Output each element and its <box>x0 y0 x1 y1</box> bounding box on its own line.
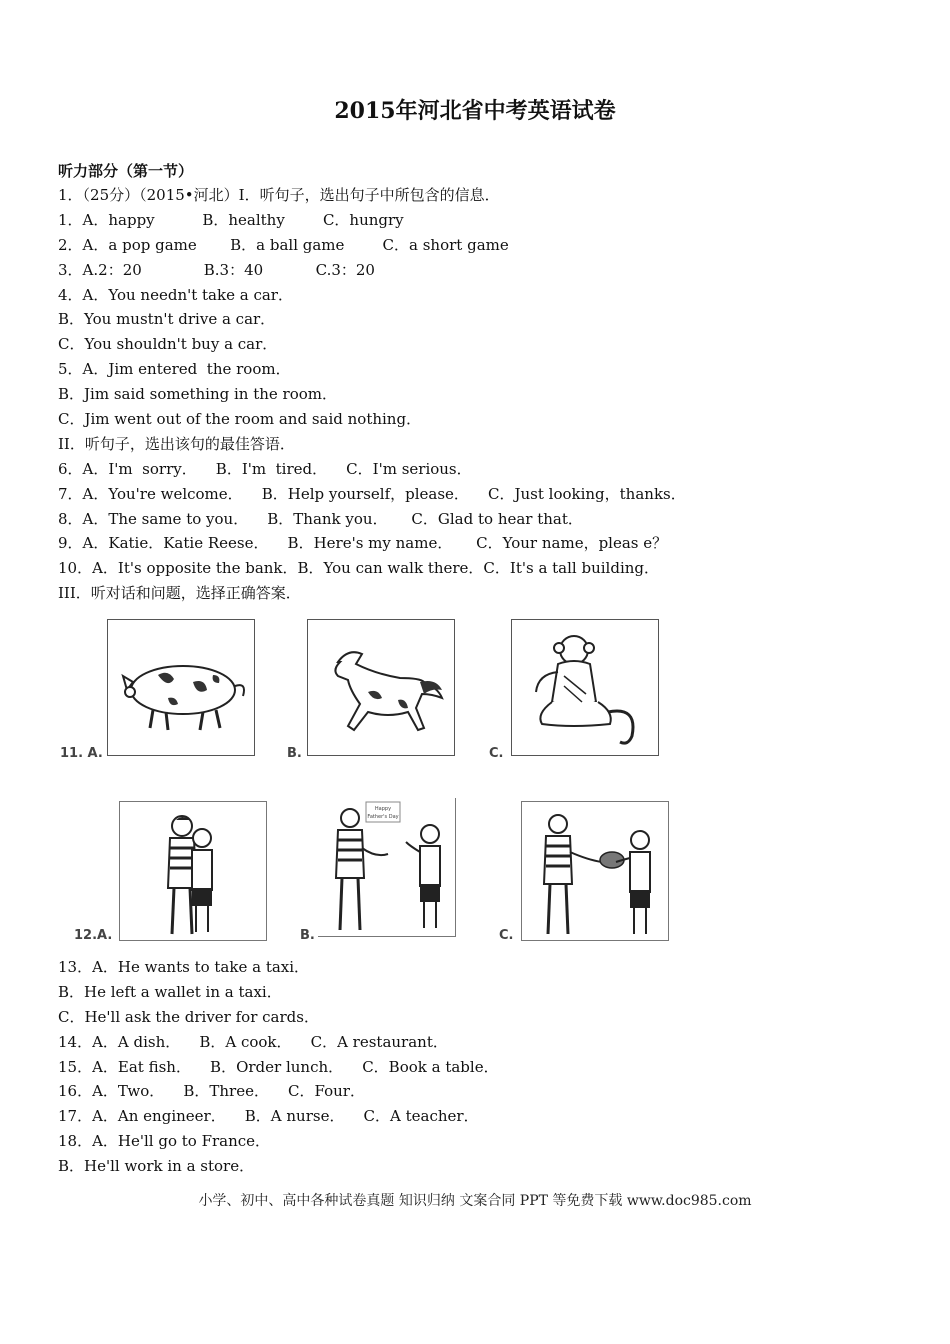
question-line: 2．A．a pop game B．a ball game C．a short game <box>58 235 509 254</box>
card-text-happy: Happy <box>374 806 392 812</box>
q11-label-a: 11. A. <box>60 746 103 761</box>
question-line: 1．A．happy B．healthy C．hungry <box>58 210 404 229</box>
q11-label-b: B. <box>287 746 302 761</box>
question-line: 3．A.2：20 B.3：40 C.3：20 <box>58 260 375 279</box>
question-line: 7．A．You're welcome． B．Help yourself，please． C．Just looking，thanks． <box>58 484 686 503</box>
page-footer: 小学、初中、高中各种试卷真题 知识归纳 文案合同 PPT 等免费下载 www.doc985.com <box>198 1193 752 1209</box>
gift-picture <box>521 801 669 941</box>
horse-picture <box>307 619 455 756</box>
question-line: 6．A．I'm sorry． B．I'm tired． C．I'm serious． <box>58 459 472 478</box>
question-line: B．He left a wallet in a taxi． <box>58 982 282 1001</box>
question-line: C．He'll ask the driver for cards． <box>58 1007 319 1026</box>
question-line: 13．A．He wants to take a taxi． <box>58 958 310 976</box>
card-picture <box>318 798 456 937</box>
q12-label-c: C. <box>499 928 514 943</box>
pig-picture <box>107 619 255 756</box>
page-title: 2015年河北省中考英语试卷 <box>334 98 616 124</box>
question-line: 16．A．Two． B．Three． C．Four． <box>58 1082 365 1101</box>
question-line: B．Jim said something in the room． <box>58 385 337 404</box>
q12-label-a: 12.A. <box>74 928 113 943</box>
question-line: II．听句子，选出该句的最佳答语． <box>58 434 295 453</box>
monkey-picture <box>511 619 659 756</box>
section-heading: 听力部分（第一节） <box>58 162 194 180</box>
question-line: 5．A．Jim entered the room． <box>58 360 291 379</box>
question-line: B．He'll work in a store． <box>58 1157 255 1176</box>
question-line: C．Jim went out of the room and said nothing． <box>58 410 422 429</box>
hug-picture <box>119 801 267 941</box>
question-line: 14．A．A dish． B．A cook． C．A restaurant． <box>58 1032 448 1051</box>
question-line: B．You mustn't drive a car． <box>58 310 276 329</box>
card-text-fathers-day: Father's Day <box>367 814 399 820</box>
questions-top <box>58 183 686 606</box>
question-line: 9．A．Katie．Katie Reese． B．Here's my name． C．Your name，pleas e？ <box>58 534 668 553</box>
question-line: 10．A．It's opposite the bank．B．You can walk there．C．It's a tall building． <box>58 559 660 578</box>
questions-bottom <box>58 955 499 1179</box>
question-line: 4．A．You needn't take a car． <box>58 285 293 304</box>
question-line: 8．A．The same to you． B．Thank you． C．Glad to hear that． <box>58 509 583 528</box>
q12-label-b: B. <box>300 928 315 943</box>
question-line: 15．A．Eat fish． B．Order lunch． C．Book a table． <box>58 1057 499 1076</box>
question-line: III．听对话和问题，选择正确答案． <box>58 584 301 603</box>
q11-label-c: C. <box>489 746 504 761</box>
question-line: 18．A．He'll go to France． <box>58 1132 271 1151</box>
question-line: 1．（25分）（2015•河北）I．听句子，选出句子中所包含的信息． <box>58 186 500 204</box>
question-line: 17．A．An engineer． B．A nurse． C．A teacher． <box>58 1107 479 1126</box>
question-line: C．You shouldn't buy a car． <box>58 335 278 354</box>
